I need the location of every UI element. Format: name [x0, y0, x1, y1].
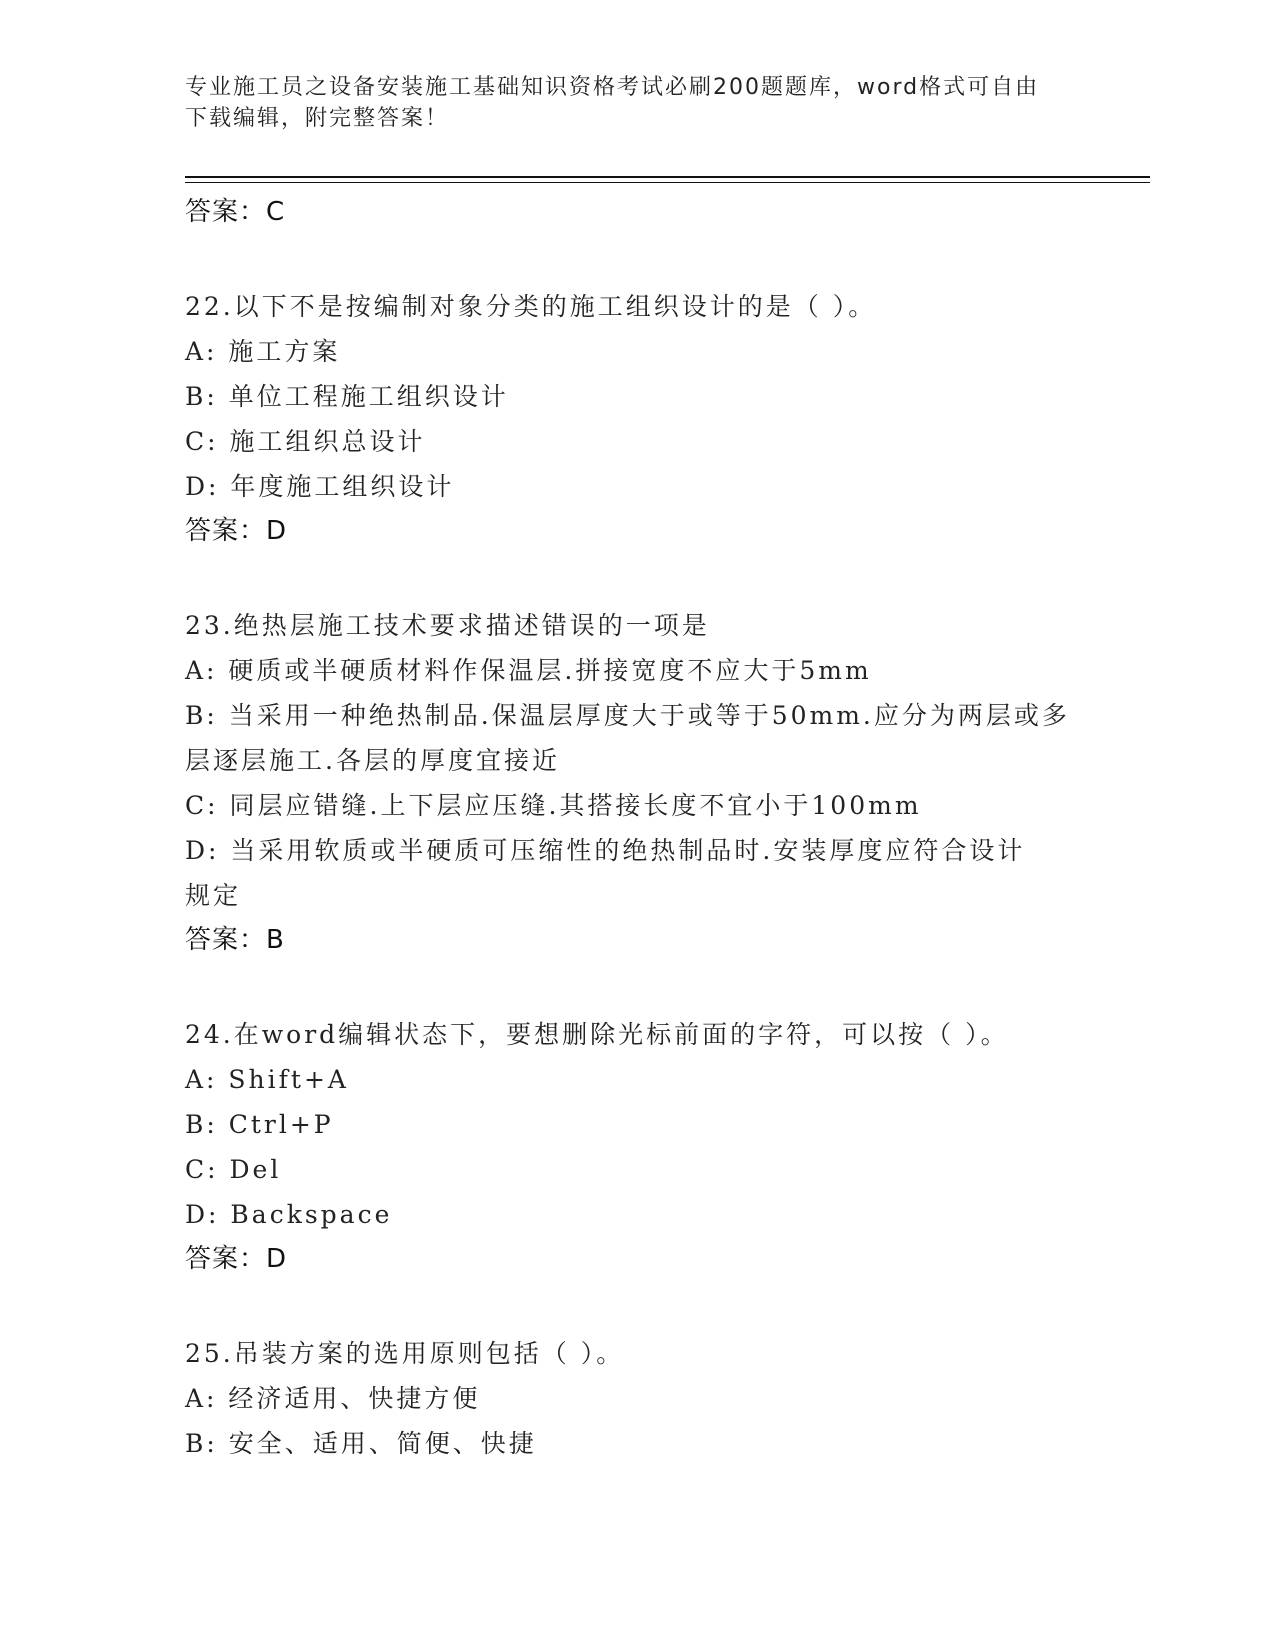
- option-b: B: 安全、适用、简便、快捷: [185, 1429, 537, 1458]
- option-b: B: Ctrl+P: [185, 1110, 334, 1139]
- answer-q22: 答案：D: [185, 516, 288, 546]
- header-line-2: 下载编辑，附完整答案！: [185, 106, 450, 131]
- option-c: C: 施工组织总设计: [185, 427, 426, 456]
- option-d: D: 当采用软质或半硬质可压缩性的绝热制品时.安装厚度应符合设计: [185, 836, 1026, 865]
- question-stem: 24.在word编辑状态下，要想删除光标前面的字符，可以按（ ）。: [185, 1020, 1009, 1049]
- option-b: B: 单位工程施工组织设计: [185, 382, 509, 411]
- header-divider-thick: [185, 176, 1150, 178]
- option-c: C: 同层应错缝.上下层应压缝.其搭接长度不宜小于100mm: [185, 791, 922, 820]
- question-25: [185, 1331, 1085, 1466]
- answer-q21: 答案：C: [185, 197, 286, 227]
- question-stem: 25.吊装方案的选用原则包括（ ）。: [185, 1339, 625, 1368]
- question-list: [185, 190, 1085, 1466]
- option-a: A: 硬质或半硬质材料作保温层.拼接宽度不应大于5mm: [185, 656, 872, 685]
- option-c: C: Del: [185, 1155, 282, 1184]
- option-a: A: 经济适用、快捷方便: [185, 1384, 481, 1413]
- option-a: A: 施工方案: [185, 337, 341, 366]
- option-d: D: Backspace: [185, 1200, 393, 1229]
- question-23: [185, 603, 1085, 918]
- question-22: [185, 284, 1085, 509]
- question-stem: 23.绝热层施工技术要求描述错误的一项是: [185, 611, 710, 640]
- option-d-continued: 规定: [185, 881, 242, 910]
- option-d: D: 年度施工组织设计: [185, 472, 455, 501]
- header-line-1: 专业施工员之设备安装施工基础知识资格考试必刷200题题库，word格式可自由: [185, 75, 1040, 100]
- option-a: A: Shift+A: [185, 1065, 349, 1094]
- question-stem: 22.以下不是按编制对象分类的施工组织设计的是（ ）。: [185, 292, 877, 321]
- option-b: B: 当采用一种绝热制品.保温层厚度大于或等于50mm.应分为两层或多: [185, 701, 1070, 730]
- answer-q24: 答案：D: [185, 1244, 288, 1274]
- header-divider-thin: [185, 182, 1150, 183]
- option-b-continued: 层逐层施工.各层的厚度宜接近: [185, 746, 560, 775]
- answer-q23: 答案：B: [185, 925, 285, 955]
- question-24: [185, 1012, 1085, 1237]
- document-header: [185, 72, 1055, 134]
